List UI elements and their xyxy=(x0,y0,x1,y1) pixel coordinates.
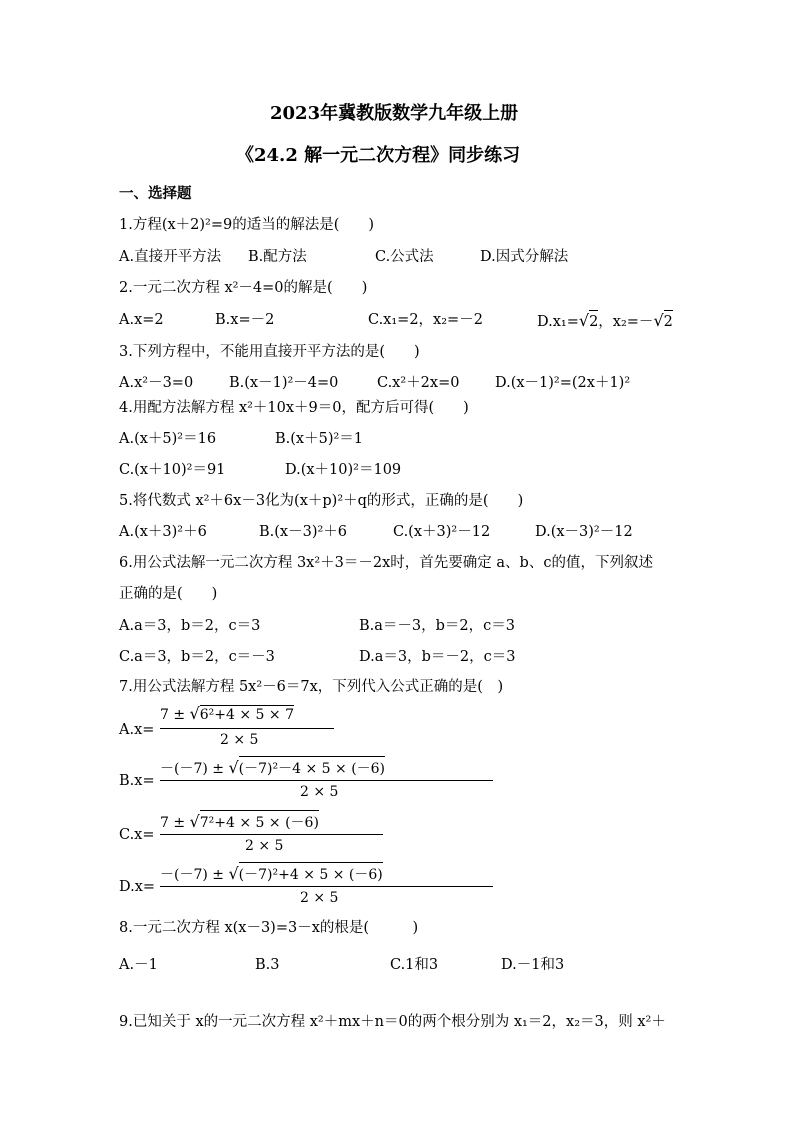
fraction-numerator xyxy=(160,704,294,723)
question-2-option-d xyxy=(537,310,673,332)
question-6-stem-line1: 6.用公式法解一元二次方程 3x²＋3＝－2x时，首先要确定 a、b、c的值，下列叙述 xyxy=(119,555,653,571)
doc-title: 2023年冀教版数学九年级上册 xyxy=(270,103,519,124)
question-3-option-a: A.x²－3=0 xyxy=(119,375,194,391)
question-8-option-b: B.3 xyxy=(255,957,280,973)
question-1-option-d: D.因式分解法 xyxy=(480,249,569,265)
question-5-option-c: C.(x＋3)²－12 xyxy=(393,524,491,540)
section-heading: 一、选择题 xyxy=(119,185,192,202)
numerator-prefix: －(－7) ± xyxy=(160,761,229,777)
question-1-option-c: C.公式法 xyxy=(375,249,434,265)
question-1-stem: 1.方程(x＋2)²=9的适当的解法是( ) xyxy=(119,217,375,233)
question-6-option-b: B.a＝－3，b＝2，c＝3 xyxy=(359,618,515,634)
question-8-option-d: D.－1和3 xyxy=(501,957,565,973)
sqrt-icon: √ xyxy=(653,311,664,330)
question-7-option-d-fraction xyxy=(160,862,495,908)
fraction-numerator xyxy=(160,810,319,832)
question-4-option-c: C.(x＋10)²＝91 xyxy=(119,462,226,478)
question-4-option-d: D.(x＋10)²＝109 xyxy=(285,462,402,478)
question-3-option-b: B.(x－1)²－4=0 xyxy=(229,375,339,391)
question-8-option-c: C.1和3 xyxy=(390,957,439,973)
question-4-option-b: B.(x＋5)²＝1 xyxy=(275,431,364,447)
sqrt-icon: √ xyxy=(578,311,590,330)
sqrt-icon: √ xyxy=(189,704,200,723)
question-6-option-c: C.a＝3，b＝2，c＝－3 xyxy=(119,649,275,665)
question-4-stem: 4.用配方法解方程 x²＋10x＋9＝0，配方后可得( ) xyxy=(119,400,469,416)
fraction-denominator: 2 × 5 xyxy=(300,890,339,906)
radicand: 6²+4 × 5 × 7 xyxy=(199,707,294,723)
fraction-denominator: 2 × 5 xyxy=(300,784,339,800)
radicand: 7²+4 × 5 × (－6) xyxy=(200,810,319,832)
question-2-option-d-prefix: D.x₁= xyxy=(537,314,579,330)
question-8-stem: 8.一元二次方程 x(x－3)=3－x的根是( ) xyxy=(119,920,419,936)
question-4-option-a: A.(x＋5)²＝16 xyxy=(119,431,217,447)
question-6-stem-line2: 正确的是( ) xyxy=(119,586,218,602)
question-7-stem: 7.用公式法解方程 5x²－6＝7x，下列代入公式正确的是( ) xyxy=(119,679,504,695)
question-6-option-a: A.a＝3，b＝2，c＝3 xyxy=(119,618,261,634)
question-3-option-c: C.x²＋2x=0 xyxy=(377,375,460,391)
fraction-denominator: 2 × 5 xyxy=(220,732,259,748)
sqrt-icon: √ xyxy=(228,758,239,777)
numerator-prefix: －(－7) ± xyxy=(160,867,229,883)
question-5-stem: 5.将代数式 x²＋6x－3化为(x＋p)²＋q的形式，正确的是( ) xyxy=(119,493,524,509)
question-9-stem: 9.已知关于 x的一元二次方程 x²＋mx＋n＝0的两个根分别为 x₁＝2，x₂＝3，则 x²＋ xyxy=(119,1014,666,1030)
numerator-prefix: 7 ± xyxy=(160,707,190,723)
question-2-stem: 2.一元二次方程 x²－4=0的解是( ) xyxy=(119,280,368,296)
question-7-option-b-fraction xyxy=(160,756,495,802)
question-2-radicand-1: 2 xyxy=(589,310,598,332)
question-6-option-d: D.a＝3，b＝－2，c＝3 xyxy=(359,649,516,665)
fraction-bar xyxy=(160,834,383,835)
question-2-option-d-mid: ，x₂=－ xyxy=(598,314,654,330)
question-5-option-d: D.(x－3)²－12 xyxy=(535,524,633,540)
fraction-denominator: 2 × 5 xyxy=(245,838,284,854)
question-7-option-b-label: B.x= xyxy=(119,773,155,789)
fraction-bar xyxy=(160,728,334,729)
question-8-option-a: A.－1 xyxy=(119,957,158,973)
question-7-option-a-label: A.x= xyxy=(119,722,155,738)
question-1-option-a: A.直接开平方法 xyxy=(119,249,222,265)
sqrt-icon: √ xyxy=(189,812,200,831)
question-7-option-a-fraction xyxy=(160,704,336,750)
question-2-option-a: A.x=2 xyxy=(119,312,164,328)
question-3-stem: 3.下列方程中，不能用直接开平方法的是( ) xyxy=(119,344,420,360)
question-2-option-c: C.x₁=2，x₂=－2 xyxy=(368,312,483,328)
fraction-numerator xyxy=(160,756,385,778)
radicand: (－7)²－4 × 5 × (－6) xyxy=(239,756,385,778)
question-7-option-d-label: D.x= xyxy=(119,879,156,895)
question-7-option-c-label: C.x= xyxy=(119,827,155,843)
question-3-option-d: D.(x－1)²=(2x＋1)² xyxy=(495,375,631,391)
question-5-option-b: B.(x－3)²＋6 xyxy=(259,524,348,540)
question-2-option-b: B.x=－2 xyxy=(215,312,275,328)
sqrt-icon: √ xyxy=(228,864,239,883)
numerator-prefix: 7 ± xyxy=(160,815,190,831)
fraction-bar xyxy=(160,886,493,887)
doc-subtitle: 《24.2 解一元二次方程》同步练习 xyxy=(236,145,521,166)
question-5-option-a: A.(x＋3)²＋6 xyxy=(119,524,207,540)
fraction-bar xyxy=(160,780,493,781)
question-2-radicand-2: 2 xyxy=(664,310,673,332)
question-1-option-b: B.配方法 xyxy=(248,249,307,265)
fraction-numerator xyxy=(160,862,383,884)
radicand: (－7)²+4 × 5 × (－6) xyxy=(239,862,383,884)
question-7-option-c-fraction xyxy=(160,810,385,856)
